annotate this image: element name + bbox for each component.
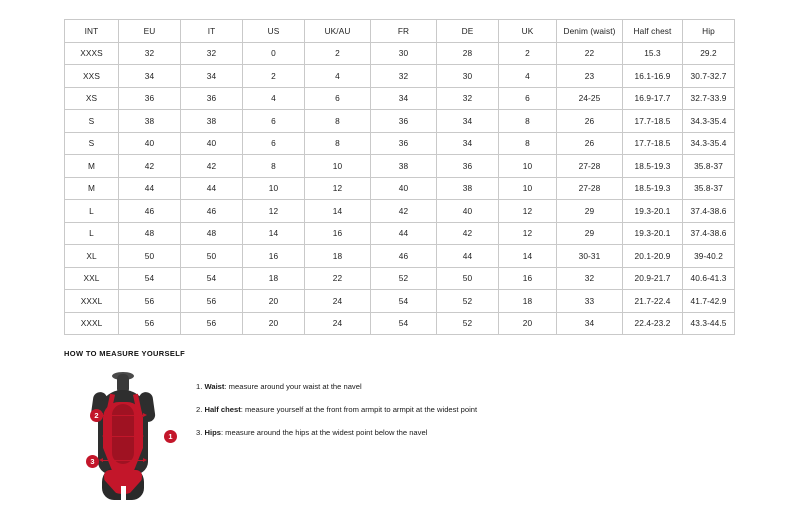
table-cell: 14 xyxy=(305,200,371,223)
mannequin-figure-column xyxy=(64,368,184,503)
table-row xyxy=(65,42,735,65)
table-cell: 37.4-38.6 xyxy=(683,200,735,223)
table-cell-size-label: XXXL xyxy=(65,312,119,335)
table-column-header: IT xyxy=(181,20,243,43)
table-cell: 19.3-20.1 xyxy=(623,200,683,223)
table-row xyxy=(65,177,735,200)
table-cell: 24-25 xyxy=(557,87,623,110)
measure-note-index: 1. xyxy=(196,382,203,391)
table-cell: 2 xyxy=(243,65,305,88)
table-row xyxy=(65,110,735,133)
table-cell: 43.3-44.5 xyxy=(683,312,735,335)
table-cell: 29.2 xyxy=(683,42,735,65)
table-cell: 8 xyxy=(305,110,371,133)
table-cell: 44 xyxy=(371,222,437,245)
table-cell-size-label: XXXS xyxy=(65,42,119,65)
table-cell: 42 xyxy=(181,155,243,178)
table-cell: 35.8-37 xyxy=(683,177,735,200)
table-row xyxy=(65,200,735,223)
table-cell: 36 xyxy=(181,87,243,110)
table-cell: 16.1-16.9 xyxy=(623,65,683,88)
table-cell: 56 xyxy=(181,312,243,335)
table-cell: 2 xyxy=(499,42,557,65)
table-cell: 20.9-21.7 xyxy=(623,267,683,290)
measure-note-term: Hips xyxy=(204,428,221,438)
table-cell-size-label: S xyxy=(65,132,119,155)
table-row xyxy=(65,290,735,313)
marker-1-waist: 1 xyxy=(164,430,177,443)
table-cell: 48 xyxy=(119,222,181,245)
table-cell: 4 xyxy=(243,87,305,110)
table-cell: 34 xyxy=(437,110,499,133)
table-cell: 16.9-17.7 xyxy=(623,87,683,110)
table-cell: 48 xyxy=(181,222,243,245)
table-cell: 40 xyxy=(371,177,437,200)
size-chart-table-wrapper xyxy=(64,19,734,335)
table-cell: 40 xyxy=(437,200,499,223)
table-cell: 46 xyxy=(119,200,181,223)
table-cell: 32 xyxy=(371,65,437,88)
table-cell: 12 xyxy=(499,200,557,223)
table-cell-size-label: S xyxy=(65,110,119,133)
table-cell: 46 xyxy=(371,245,437,268)
table-cell: 14 xyxy=(499,245,557,268)
table-cell: 14 xyxy=(243,222,305,245)
table-cell: 18 xyxy=(243,267,305,290)
table-cell: 6 xyxy=(305,87,371,110)
table-cell: 54 xyxy=(181,267,243,290)
table-column-header: US xyxy=(243,20,305,43)
table-cell: 34.3-35.4 xyxy=(683,110,735,133)
table-column-header: Hip xyxy=(683,20,735,43)
table-cell: 42 xyxy=(371,200,437,223)
table-cell: 18.5-19.3 xyxy=(623,155,683,178)
mannequin-figure xyxy=(86,374,173,502)
table-cell: 38 xyxy=(119,110,181,133)
table-cell: 12 xyxy=(499,222,557,245)
table-cell: 38 xyxy=(437,177,499,200)
table-row xyxy=(65,222,735,245)
waist-measure-arrow xyxy=(105,436,141,437)
table-cell: 18 xyxy=(499,290,557,313)
table-row xyxy=(65,155,735,178)
table-cell: 18.5-19.3 xyxy=(623,177,683,200)
table-cell: 16 xyxy=(243,245,305,268)
measure-note-term: Waist xyxy=(204,382,225,391)
table-cell: 36 xyxy=(371,132,437,155)
table-cell: 16 xyxy=(305,222,371,245)
table-cell: 15.3 xyxy=(623,42,683,65)
table-cell: 24 xyxy=(305,290,371,313)
table-cell: 8 xyxy=(305,132,371,155)
half-chest-measure-arrow xyxy=(102,415,144,416)
table-cell: 0 xyxy=(243,42,305,65)
table-cell: 34 xyxy=(371,87,437,110)
table-body xyxy=(65,42,735,335)
table-row xyxy=(65,312,735,335)
table-cell: 38 xyxy=(371,155,437,178)
table-row xyxy=(65,87,735,110)
hips-measure-arrow xyxy=(102,460,144,461)
table-cell: 34 xyxy=(557,312,623,335)
table-cell-size-label: XL xyxy=(65,245,119,268)
measure-note xyxy=(196,405,734,414)
measure-note-index: 2. xyxy=(196,405,203,415)
size-chart-table xyxy=(64,19,735,335)
table-cell: 26 xyxy=(557,132,623,155)
table-row xyxy=(65,65,735,88)
table-cell: 52 xyxy=(371,267,437,290)
table-cell-size-label: XXS xyxy=(65,65,119,88)
table-cell: 29 xyxy=(557,222,623,245)
table-cell: 19.3-20.1 xyxy=(623,222,683,245)
table-cell: 28 xyxy=(437,42,499,65)
table-cell: 32 xyxy=(437,87,499,110)
how-to-measure-section xyxy=(64,349,734,503)
table-cell: 4 xyxy=(305,65,371,88)
table-cell: 22.4-23.2 xyxy=(623,312,683,335)
table-column-header: Denim (waist) xyxy=(557,20,623,43)
table-cell: 20.1-20.9 xyxy=(623,245,683,268)
measure-note-text: : measure around the hips at the widest point below the navel xyxy=(220,428,428,438)
table-cell: 33 xyxy=(557,290,623,313)
table-cell: 44 xyxy=(181,177,243,200)
table-cell: 16 xyxy=(499,267,557,290)
table-cell: 29 xyxy=(557,200,623,223)
measure-note-text: : measure yourself at the front from armpit to armpit at the widest point xyxy=(240,405,478,415)
table-cell: 52 xyxy=(437,312,499,335)
table-cell: 30.7-32.7 xyxy=(683,65,735,88)
table-cell-size-label: L xyxy=(65,222,119,245)
table-cell: 32 xyxy=(181,42,243,65)
table-cell: 23 xyxy=(557,65,623,88)
table-cell: 20 xyxy=(499,312,557,335)
table-cell-size-label: XXL xyxy=(65,267,119,290)
table-cell: 26 xyxy=(557,110,623,133)
swimsuit-shading xyxy=(112,404,134,464)
table-cell: 44 xyxy=(437,245,499,268)
table-cell: 34 xyxy=(181,65,243,88)
table-cell: 12 xyxy=(305,177,371,200)
table-cell: 20 xyxy=(243,312,305,335)
table-column-header: EU xyxy=(119,20,181,43)
table-column-header: FR xyxy=(371,20,437,43)
table-column-header: DE xyxy=(437,20,499,43)
table-cell: 44 xyxy=(119,177,181,200)
table-cell: 41.7-42.9 xyxy=(683,290,735,313)
table-cell: 40.6-41.3 xyxy=(683,267,735,290)
table-cell: 54 xyxy=(371,290,437,313)
table-cell: 22 xyxy=(557,42,623,65)
table-cell: 46 xyxy=(181,200,243,223)
table-cell: 40 xyxy=(181,132,243,155)
table-cell: 56 xyxy=(119,312,181,335)
table-cell: 56 xyxy=(119,290,181,313)
table-column-header: Half chest xyxy=(623,20,683,43)
table-cell: 54 xyxy=(119,267,181,290)
table-row xyxy=(65,132,735,155)
table-cell: 4 xyxy=(499,65,557,88)
table-cell-size-label: M xyxy=(65,177,119,200)
table-cell: 32 xyxy=(557,267,623,290)
table-column-header: UK/AU xyxy=(305,20,371,43)
mannequin-leg-gap xyxy=(121,486,126,502)
table-cell: 17.7-18.5 xyxy=(623,110,683,133)
table-cell: 39-40.2 xyxy=(683,245,735,268)
table-cell: 24 xyxy=(305,312,371,335)
table-cell: 35.8-37 xyxy=(683,155,735,178)
table-cell: 27-28 xyxy=(557,177,623,200)
table-cell: 22 xyxy=(305,267,371,290)
table-cell: 50 xyxy=(437,267,499,290)
table-cell: 42 xyxy=(119,155,181,178)
table-cell: 6 xyxy=(243,132,305,155)
table-cell: 54 xyxy=(371,312,437,335)
table-cell: 37.4-38.6 xyxy=(683,222,735,245)
table-cell: 30 xyxy=(437,65,499,88)
table-cell: 30-31 xyxy=(557,245,623,268)
table-cell: 52 xyxy=(437,290,499,313)
table-cell: 10 xyxy=(243,177,305,200)
table-cell: 32 xyxy=(119,42,181,65)
table-cell: 36 xyxy=(119,87,181,110)
table-header-row xyxy=(65,20,735,43)
table-cell: 2 xyxy=(305,42,371,65)
table-cell: 20 xyxy=(243,290,305,313)
table-cell: 8 xyxy=(243,155,305,178)
table-cell-size-label: XXXL xyxy=(65,290,119,313)
table-cell: 17.7-18.5 xyxy=(623,132,683,155)
table-column-header: UK xyxy=(499,20,557,43)
measure-note xyxy=(196,428,734,437)
table-cell-size-label: M xyxy=(65,155,119,178)
table-cell: 27-28 xyxy=(557,155,623,178)
measure-note-term: Half chest xyxy=(204,405,241,415)
table-row xyxy=(65,245,735,268)
table-cell: 56 xyxy=(181,290,243,313)
table-cell: 36 xyxy=(437,155,499,178)
table-cell-size-label: XS xyxy=(65,87,119,110)
table-cell: 30 xyxy=(371,42,437,65)
table-cell: 12 xyxy=(243,200,305,223)
table-cell: 42 xyxy=(437,222,499,245)
table-column-header: INT xyxy=(65,20,119,43)
measure-note-index: 3. xyxy=(196,428,203,438)
table-cell: 34 xyxy=(437,132,499,155)
marker-2-half-chest: 2 xyxy=(90,409,103,422)
table-cell: 18 xyxy=(305,245,371,268)
table-cell: 10 xyxy=(305,155,371,178)
measure-note xyxy=(196,382,734,391)
table-cell: 10 xyxy=(499,177,557,200)
marker-3-hips: 3 xyxy=(86,455,99,468)
measure-notes-list xyxy=(184,368,734,451)
table-cell: 36 xyxy=(371,110,437,133)
table-cell: 8 xyxy=(499,110,557,133)
how-to-measure-title: HOW TO MEASURE YOURSELF xyxy=(64,349,186,358)
table-cell: 10 xyxy=(499,155,557,178)
table-cell: 50 xyxy=(181,245,243,268)
measure-note-text: : measure around your waist at the navel xyxy=(224,382,362,391)
table-row xyxy=(65,267,735,290)
table-cell: 34 xyxy=(119,65,181,88)
table-cell: 6 xyxy=(499,87,557,110)
table-cell: 32.7-33.9 xyxy=(683,87,735,110)
how-to-measure-body xyxy=(64,368,734,503)
table-cell: 34.3-35.4 xyxy=(683,132,735,155)
table-cell: 40 xyxy=(119,132,181,155)
table-cell: 50 xyxy=(119,245,181,268)
table-cell: 8 xyxy=(499,132,557,155)
table-cell: 21.7-22.4 xyxy=(623,290,683,313)
table-cell-size-label: L xyxy=(65,200,119,223)
table-cell: 38 xyxy=(181,110,243,133)
table-cell: 6 xyxy=(243,110,305,133)
